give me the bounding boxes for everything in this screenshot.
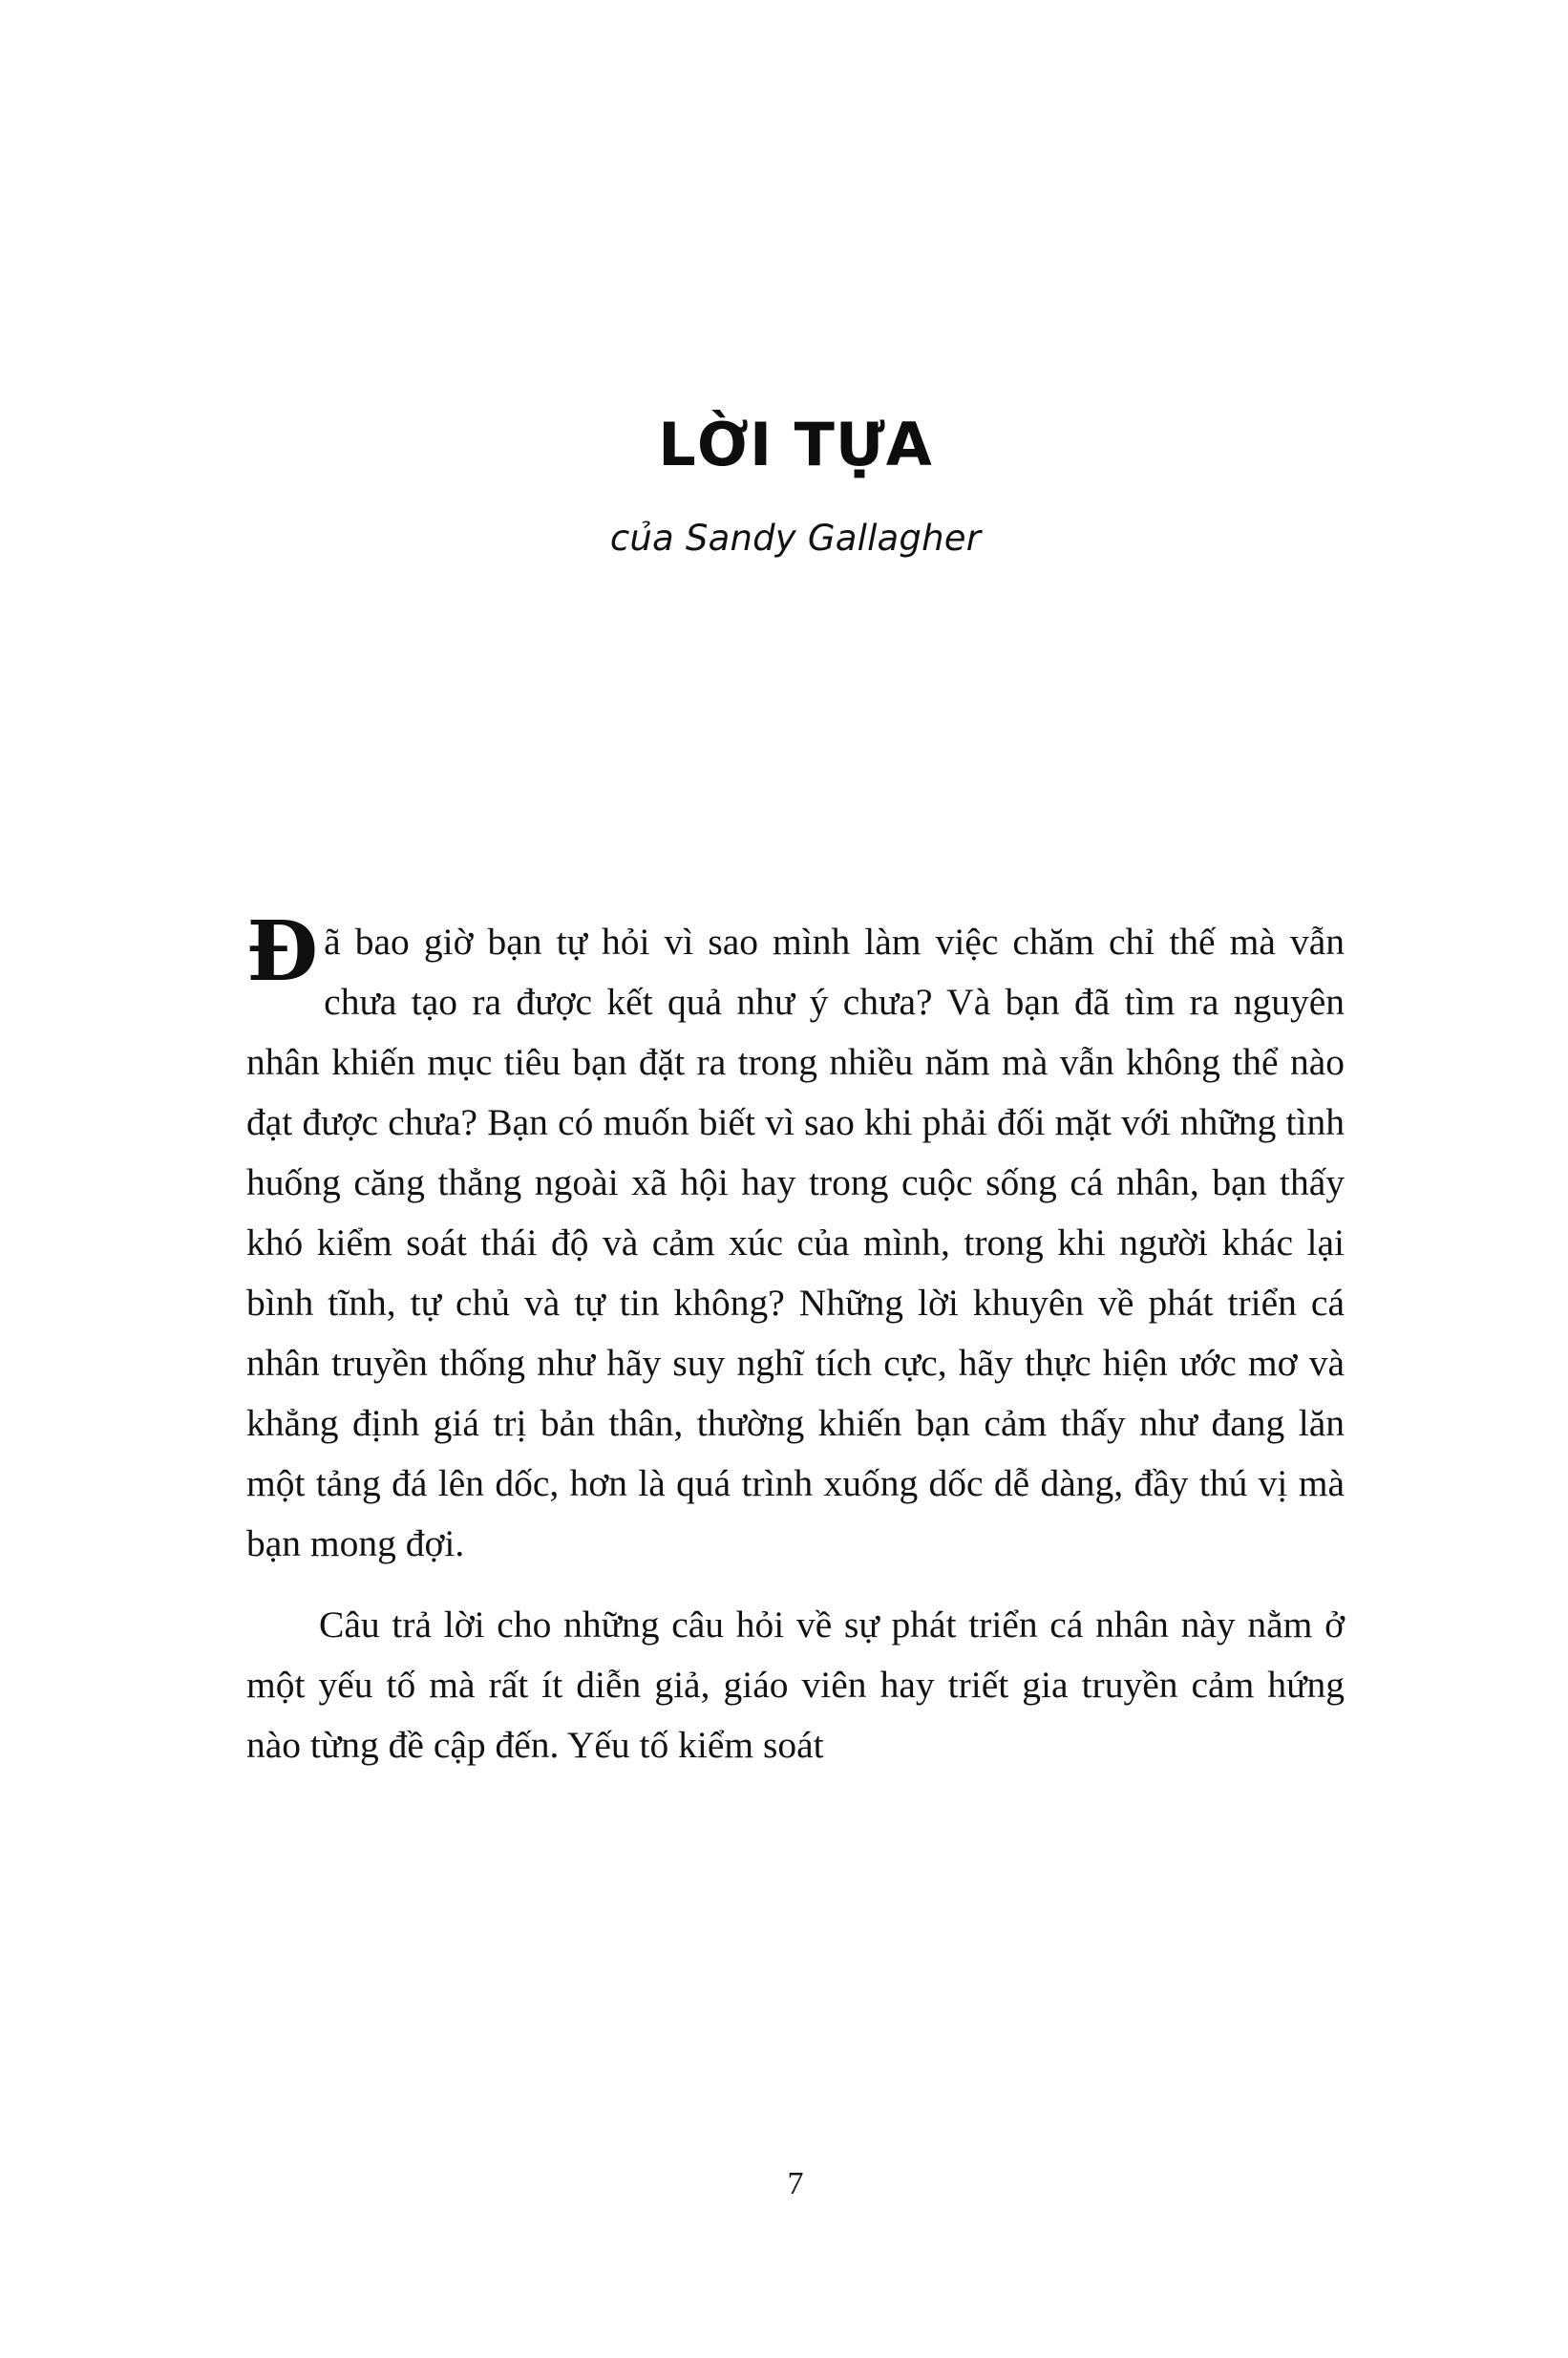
body-text-area xyxy=(246,903,1345,1775)
chapter-subtitle: của Sandy Gallagher xyxy=(609,518,982,560)
page-title: LỜI TỰA xyxy=(658,410,933,479)
paragraph-first xyxy=(246,903,1345,1574)
paragraph-first-text: ã bao giờ bạn tự hỏi vì sao mình làm việc chăm chỉ thế mà vẫn chưa tạo ra được kết quả như ý chưa? Và bạn đã tìm ra nguyên nhân khiến mục tiêu bạn đặt ra trong nhiều năm mà vẫn không thể nào đạt được chưa? Bạn có muốn biết vì sao khi phải đối mặt với những tình huống căng thẳng ngoài xã hội hay trong cuộc sống cá nhân, bạn thấy khó kiểm soát thái độ và cảm xúc của mình, trong khi người khác lại bình tĩnh, tự chủ và tự tin không? Những lời khuyên về phát triển cá nhân truyền thống như hãy suy nghĩ tích cực, hãy thực hiện ước mơ và khẳng định giá trị bản thân, thường khiến bạn cảm thấy như đang lăn một tảng đá lên dốc, hơn là quá trình xuống dốc dễ dàng, đầy thú vị mà bạn mong đợi. xyxy=(246,921,1345,1564)
page-number: 7 xyxy=(787,2166,804,2201)
drop-cap: Đ xyxy=(246,903,319,1000)
page-content xyxy=(246,0,1345,2358)
paragraph-second: Câu trả lời cho những câu hỏi về sự phát triển cá nhân này nằm ở một yếu tố mà rất ít diễn giả, giáo viên hay triết gia truyền cảm hứng nào từng đề cập đến. Yếu tố kiểm soát xyxy=(246,1604,1345,1766)
